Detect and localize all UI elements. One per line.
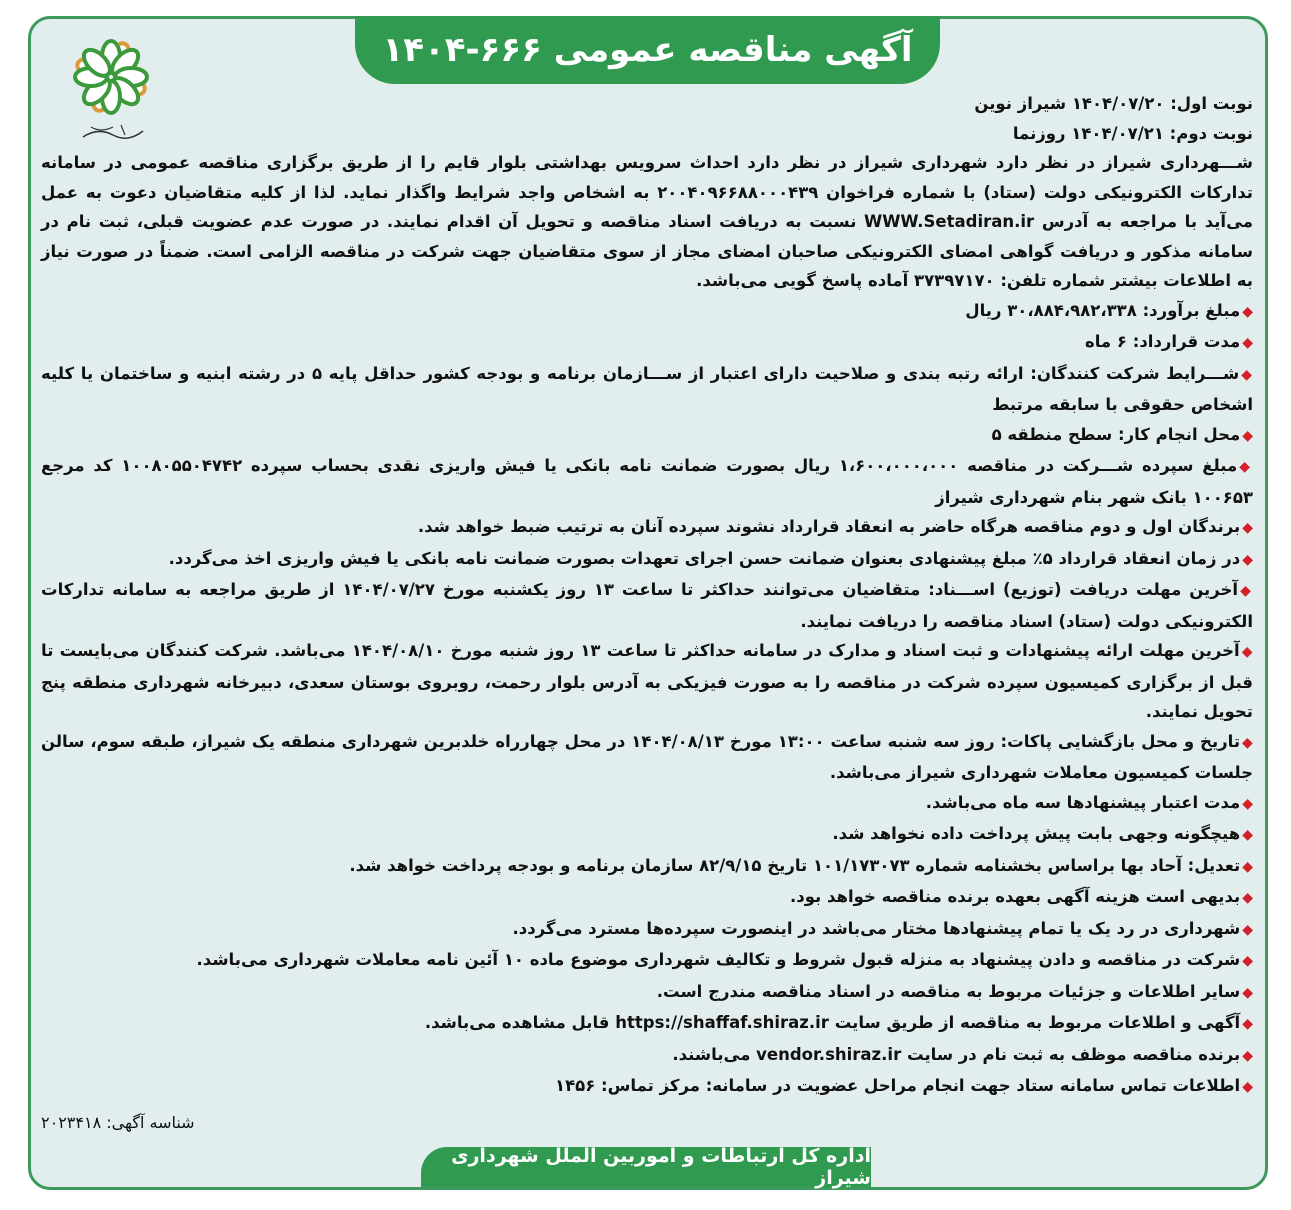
diamond-bullet-icon: ◆ <box>1240 583 1253 599</box>
notice-body <box>41 89 1253 1103</box>
condition-text: سایر اطلاعات و جزئیات مربوط به مناقصه در اسناد مناقصه مندرج است. <box>656 981 1241 1001</box>
diamond-bullet-icon: ◆ <box>1242 890 1253 906</box>
diamond-bullet-icon: ◆ <box>1242 921 1253 938</box>
condition-text: آخرین مهلت دریافت (توزیع) اســـناد: متقاضیان می‌توانند حداکثر تا ساعت ۱۳ روز یکشنبه مورخ ۱۴۰۴/۰۷/۲۷ از طریق مراجعه به سامانه تدارکات الکترونیکی دولت (ستاد) اسناد مناقصه را دریافت نمایند. <box>41 580 1253 631</box>
condition-item <box>41 945 1253 977</box>
condition-text: تاریخ و محل بازگشایی پاکات: روز سه شنبه ساعت ۱۳:۰۰ مورخ ۱۴۰۴/۰۸/۱۳ در محل چهارراه خلدبرین شهرداری منطقه یک شیراز، طبقه سوم، سالن جلسات کمیسیون معاملات شهرداری شیراز می‌باشد. <box>41 731 1253 782</box>
condition-text: شرکت در مناقصه و دادن پیشنهاد به منزله قبول شروط و تکالیف شهرداری موضوع ماده ۱۰ آئین نامه معاملات شهرداری می‌باشد. <box>196 950 1241 969</box>
diamond-bullet-icon: ◆ <box>1239 459 1253 475</box>
diamond-bullet-icon: ◆ <box>1242 984 1253 1001</box>
condition-item <box>41 636 1253 727</box>
diamond-bullet-icon: ◆ <box>1242 827 1253 843</box>
diamond-bullet-icon: ◆ <box>1241 644 1253 660</box>
diamond-bullet-icon: ◆ <box>1242 303 1253 320</box>
condition-text: آگهی و اطلاعات مربوط به مناقصه از طریق سایت https://shaffaf.shiraz.ir قابل مشاهده می‌باشد. <box>424 1013 1241 1032</box>
condition-item <box>41 851 1253 883</box>
logo-flower-icon <box>61 39 161 149</box>
condition-text: برنده مناقصه موظف به ثبت نام در سایت vendor.shiraz.ir می‌باشند. <box>672 1044 1241 1064</box>
diamond-bullet-icon: ◆ <box>1242 335 1253 351</box>
condition-text: در زمان انعقاد قرارداد ۵٪ مبلغ پیشنهادی بعنوان ضمانت حسن اجرای تعهدات بصورت ضمانت نامه بانکی یا فیش واریزی اخذ می‌گردد. <box>168 548 1241 568</box>
condition-item <box>41 575 1253 636</box>
conditions-list <box>41 296 1253 1103</box>
condition-text: برندگان اول و دوم مناقصه هرگاه حاضر به انعقاد قرارداد نشوند سپرده آنان به ترتیب ضبط خواهد شد. <box>417 517 1241 536</box>
condition-text: هیچگونه وجهی بابت پیش پرداخت داده نخواهد شد. <box>832 824 1241 843</box>
issue-first: نوبت اول: ۱۴۰۴/۰۷/۲۰ شیراز نوین <box>974 94 1253 113</box>
condition-item <box>41 788 1253 820</box>
condition-item <box>41 819 1253 851</box>
condition-item <box>41 359 1253 420</box>
footer-banner: اداره کل ارتباطات و اموربین الملل شهرداری شیراز <box>421 1147 871 1187</box>
diamond-bullet-icon: ◆ <box>1242 1079 1253 1095</box>
condition-text: مبلغ سپرده شـــرکت در مناقصه ۱،۶۰۰،۰۰۰،۰۰۰ ریال بصورت ضمانت نامه بانکی یا فیش واریزی نقدی بحساب سپرده ۱۰۰۸۰۵۵۰۴۷۴۲ کد مرجع ۱۰۰۶۵۳ بانک شهر بنام شهرداری شیراز <box>41 456 1253 507</box>
condition-text: تعدیل: آحاد بها براساس بخشنامه شماره ۱۰۱/۱۷۳۰۷۳ تاریخ ۸۲/۹/۱۵ سازمان برنامه و بودجه پرداخت خواهد شد. <box>349 855 1241 875</box>
condition-item <box>41 914 1253 946</box>
condition-item <box>41 420 1253 452</box>
diamond-bullet-icon: ◆ <box>1242 551 1253 568</box>
condition-text: محل انجام کار: سطح منطقه ۵ <box>991 424 1241 444</box>
condition-text: مدت قرارداد: ۶ ماه <box>1085 332 1241 351</box>
condition-text: اطلاعات تماس سامانه ستاد جهت انجام مراحل عضویت در سامانه: مرکز تماس: ۱۴۵۶ <box>555 1076 1241 1095</box>
condition-item <box>41 882 1253 914</box>
condition-item <box>41 512 1253 544</box>
notice-card <box>28 16 1268 1190</box>
diamond-bullet-icon: ◆ <box>1242 953 1253 969</box>
condition-text: مدت اعتبار پیشنهادها سه ماه می‌باشد. <box>925 792 1241 812</box>
diamond-bullet-icon: ◆ <box>1242 427 1253 444</box>
shiraz-municipality-logo <box>61 39 161 149</box>
intro-paragraph: شـــهرداری شیراز در نظر دارد شهرداری شیراز در نظر دارد احداث سرویس بهداشتی بلوار قایم را از طریق برگزاری مناقصه عمومی در سامانه تدارکات الکترونیکی دولت (ستاد) با شماره فراخوان ۲۰۰۴۰۹۶۶۸۸۰۰۰۴۳۹ به اشخاص واجد شرایط واگذار نماید. لذا از کلیه متقاضیان دعوت به عمل می‌آید با مراجعه به آدرس WWW.Setadiran.ir نسبت به دریافت اسناد مناقصه و تحویل آن اقدام نمایند. در صورت عدم عضویت قبلی، ثبت نام در سامانه مذکور و دریافت گواهی امضای الکترونیکی صاحبان امضای مجاز از سوی متقاضیان جهت شرکت در مناقصه الزامی است. ضمناً در صورت نیاز به اطلاعات بیشتر شماره تلفن: ۳۷۳۹۷۱۷۰ آماده پاسخ گویی می‌باشد. <box>41 153 1254 290</box>
diamond-bullet-icon: ◆ <box>1242 795 1253 812</box>
condition-item <box>41 977 1253 1009</box>
diamond-bullet-icon: ◆ <box>1242 1047 1253 1064</box>
diamond-bullet-icon: ◆ <box>1242 520 1253 536</box>
condition-text: مبلغ برآورد: ۳۰،۸۸۴،۹۸۲،۳۳۸ ریال <box>965 300 1241 320</box>
condition-item <box>41 451 1253 512</box>
condition-text: شهرداری در رد یک یا تمام پیشنهادها مختار می‌باشد در اینصورت سپرده‌ها مسترد می‌گردد. <box>512 918 1241 938</box>
ad-id: شناسه آگهی: ۲۰۲۳۴۱۸ <box>41 1112 195 1132</box>
issue-second: نوبت دوم: ۱۴۰۴/۰۷/۲۱ روزنما <box>1012 123 1253 143</box>
condition-item <box>41 1040 1253 1072</box>
condition-text: بدیهی است هزینه آگهی بعهده برنده مناقصه خواهد بود. <box>789 887 1241 906</box>
condition-item <box>41 727 1253 788</box>
diamond-bullet-icon: ◆ <box>1241 366 1253 383</box>
diamond-bullet-icon: ◆ <box>1242 858 1253 875</box>
notice-title: آگهی مناقصه عمومی ۶۶۶-۱۴۰۴ <box>355 16 940 84</box>
condition-item <box>41 1071 1253 1103</box>
diamond-bullet-icon: ◆ <box>1242 734 1253 751</box>
diamond-bullet-icon: ◆ <box>1242 1016 1253 1032</box>
condition-item <box>41 327 1253 359</box>
condition-item <box>41 296 1253 328</box>
condition-item <box>41 544 1253 576</box>
condition-text: آخرین مهلت ارائه پیشنهادات و ثبت اسناد و مدارک در سامانه حداکثر تا ساعت ۱۳ روز شنبه مورخ ۱۴۰۴/۰۸/۱۰ می‌باشد. شرکت کنندگان می‌بایست تا قبل از برگزاری کمیسیون سپرده شرکت در مناقصه را به صورت فیزیکی به آدرس بلوار رحمت، روبروی بوستان سعدی، دبیرخانه شهرداری منطقه پنج تحویل نمایند. <box>41 641 1253 721</box>
condition-text: شـــرایط شرکت کنندگان: ارائه رتبه بندی و صلاحیت دارای اعتبار از ســـازمان برنامه و بودجه کشور حداقل پایه ۵ در رشته ابنیه و ساختمان یا کلیه اشخاص حقوقی با سابقه مرتبط <box>41 363 1253 414</box>
condition-item <box>41 1008 1253 1040</box>
